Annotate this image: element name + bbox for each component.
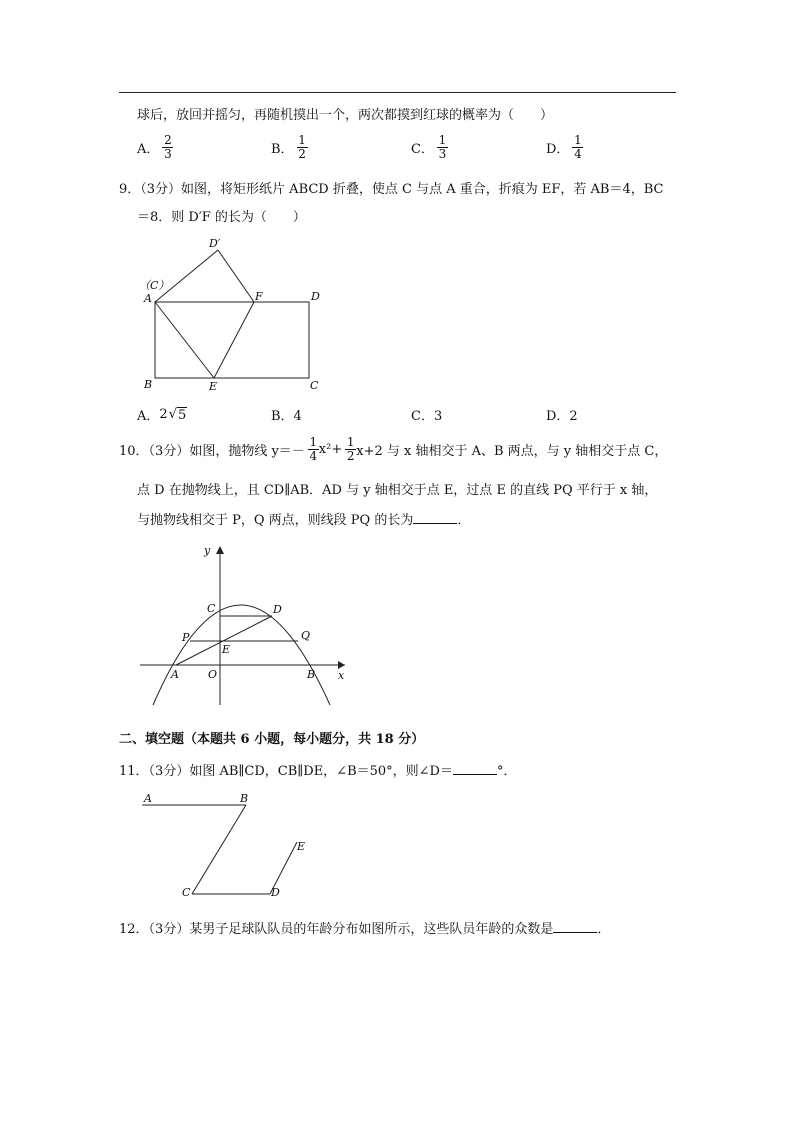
y-axis-arrow xyxy=(216,546,224,554)
q8-text: 球后，放回并摇匀，再随机摸出一个，两次都摸到红球的概率为（ ） xyxy=(137,108,554,123)
label-e: E xyxy=(222,643,231,656)
label-a: A xyxy=(144,292,152,305)
fraction: $\frac{1}{4}$ xyxy=(574,133,582,161)
x-axis-arrow xyxy=(338,661,345,669)
label-p: P xyxy=(182,631,190,644)
answer-blank[interactable] xyxy=(553,920,597,933)
fraction: $\frac{1}{3}$ xyxy=(438,133,447,161)
label-b: B xyxy=(307,668,316,681)
q9-figure xyxy=(135,232,335,392)
q11-figure xyxy=(140,788,320,903)
label-b: B xyxy=(144,378,153,391)
q10-line2: 点 D 在抛物线上，且 CD∥AB．AD 与 y 轴相交于点 E，过点 E 的直线 PQ 平行于 x 轴， xyxy=(137,483,658,498)
q9-line1: 9．（3分）如图，将矩形纸片 ABCD 折叠，使点 C 与点 A 重合，折痕为 EF，若 AB＝4，BC xyxy=(119,182,664,197)
label-c: C xyxy=(310,379,319,392)
fraction: $\frac{2}{3}$ xyxy=(164,133,172,161)
q10-line3: 与抛物线相交于 P，Q 两点，则线段 PQ 的长为 ． xyxy=(137,513,471,528)
segment-bc xyxy=(192,805,246,894)
parabola xyxy=(153,605,330,705)
label-a: A xyxy=(144,792,152,805)
label-c: C xyxy=(207,602,216,615)
q9-option-a[interactable]: A． 2 √ 5 xyxy=(137,407,187,424)
q9-lines xyxy=(155,250,309,378)
q10-lines xyxy=(140,546,345,705)
label-dprime: D′ xyxy=(209,237,221,250)
q9-line2: ＝8．则 D′F 的长为（ ） xyxy=(137,210,306,225)
header-rule xyxy=(119,92,676,93)
label-b: B xyxy=(240,792,249,805)
answer-blank[interactable] xyxy=(453,762,497,775)
segment-a-e xyxy=(155,302,214,378)
label-d: D xyxy=(273,603,282,616)
q11-lines xyxy=(142,805,297,894)
label-a: A xyxy=(171,668,179,681)
label-d: D xyxy=(311,290,320,303)
label-c-paren: （C） xyxy=(139,279,170,292)
label-e: E xyxy=(209,380,218,392)
segment-f-e xyxy=(214,302,254,378)
q10-figure xyxy=(140,540,355,710)
q11-text: 11．（3分）如图 AB∥CD，CB∥DE，∠B＝50°，则∠D＝ °． xyxy=(119,764,517,779)
fraction: $\frac{1}{2}$ xyxy=(298,133,306,161)
rectangle-abcd xyxy=(155,302,309,378)
label-c: C xyxy=(182,886,191,899)
q8-option-a[interactable]: A． $\frac{2}{3}$ xyxy=(137,133,172,161)
answer-blank[interactable] xyxy=(413,511,457,524)
label-q: Q xyxy=(301,629,311,642)
label-e: E xyxy=(297,840,306,853)
q12-text: 12．（3分）某男子足球队队员的年龄分布如图所示，这些队员年龄的众数是 ． xyxy=(119,922,611,937)
q8-option-d[interactable]: D． $\frac{1}{4}$ xyxy=(546,133,582,161)
q9-option-d[interactable]: D．2 xyxy=(546,409,578,424)
q9-option-c[interactable]: C．3 xyxy=(411,409,443,424)
q8-option-c[interactable]: C． $\frac{1}{3}$ xyxy=(411,133,447,161)
label-o: O xyxy=(208,668,218,681)
segment-dprime-f xyxy=(218,250,254,302)
q9-option-b[interactable]: B．4 xyxy=(271,409,302,424)
section-heading: 二、填空题（本题共 6 小题，每小题分，共 18 分） xyxy=(119,732,425,747)
fraction: $\frac{1}{2}$ xyxy=(346,435,355,463)
segment-a-dprime xyxy=(155,250,218,302)
q10-line1: 10．（3分）如图，抛物线 y＝－ $\frac{1}{4}$ x²+ $\frac{1}{2}$ x+2 与 x 轴相交于 A、B 两点，与 y 轴相交于点 C， xyxy=(119,435,668,463)
label-y: y xyxy=(204,544,211,557)
fraction: $\frac{1}{4}$ xyxy=(309,435,318,463)
q8-option-b[interactable]: B． $\frac{1}{2}$ xyxy=(271,133,306,161)
label-x: x xyxy=(338,669,345,682)
label-d: D xyxy=(271,886,280,899)
label-f: F xyxy=(255,290,263,303)
